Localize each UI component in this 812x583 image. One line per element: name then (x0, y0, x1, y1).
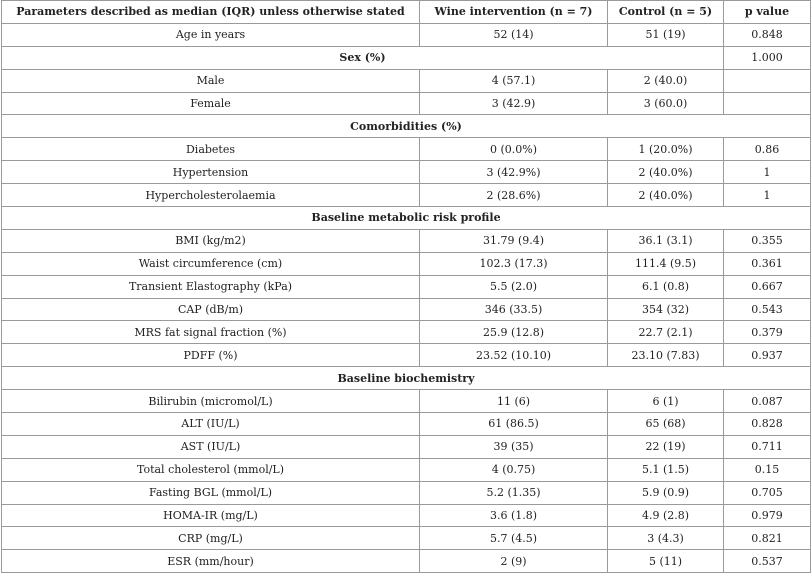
control-value-cell: 22 (19) (608, 435, 724, 458)
wine-value-cell: 102.3 (17.3) (420, 252, 608, 275)
baseline-characteristics-table (1, 0, 811, 573)
p-value-cell: 0.821 (724, 527, 811, 550)
control-value-cell: 5 (11) (608, 550, 724, 573)
wine-value-cell: 3 (42.9%) (420, 161, 608, 184)
table-row (2, 298, 811, 321)
parameter-cell: Hypertension (2, 161, 420, 184)
control-value-cell: 65 (68) (608, 413, 724, 436)
control-value-cell: 3 (60.0) (608, 92, 724, 115)
p-value-cell: 0.828 (724, 413, 811, 436)
header-p-value: p value (724, 1, 811, 24)
wine-value-cell: 5.2 (1.35) (420, 481, 608, 504)
wine-value-cell: 3 (42.9) (420, 92, 608, 115)
control-value-cell: 22.7 (2.1) (608, 321, 724, 344)
control-value-cell: 1 (20.0%) (608, 138, 724, 161)
p-value-cell: 0.087 (724, 390, 811, 413)
p-value-cell: 1 (724, 184, 811, 207)
p-value-cell: 0.937 (724, 344, 811, 367)
p-value-cell: 0.979 (724, 504, 811, 527)
table-header (2, 1, 811, 24)
parameter-cell: CRP (mg/L) (2, 527, 420, 550)
control-value-cell: 5.9 (0.9) (608, 481, 724, 504)
table-row (2, 504, 811, 527)
control-value-cell: 6.1 (0.8) (608, 275, 724, 298)
control-value-cell: 3 (4.3) (608, 527, 724, 550)
p-value-cell (724, 69, 811, 92)
control-value-cell: 2 (40.0%) (608, 161, 724, 184)
p-value-cell: 0.667 (724, 275, 811, 298)
section-row (2, 367, 811, 390)
parameter-cell: Hypercholesterolaemia (2, 184, 420, 207)
wine-value-cell: 5.7 (4.5) (420, 527, 608, 550)
wine-value-cell: 52 (14) (420, 23, 608, 46)
p-value-cell: 0.355 (724, 229, 811, 252)
header-wine-intervention: Wine intervention (n = 7) (420, 1, 608, 24)
wine-value-cell: 0 (0.0%) (420, 138, 608, 161)
wine-value-cell: 5.5 (2.0) (420, 275, 608, 298)
control-value-cell: 2 (40.0) (608, 69, 724, 92)
p-value-cell: 0.705 (724, 481, 811, 504)
p-value-cell: 0.543 (724, 298, 811, 321)
parameter-cell: MRS fat signal fraction (%) (2, 321, 420, 344)
parameter-cell: Total cholesterol (mmol/L) (2, 458, 420, 481)
parameter-cell: Waist circumference (cm) (2, 252, 420, 275)
table-row (2, 252, 811, 275)
table-row (2, 550, 811, 573)
section-row (2, 115, 811, 138)
wine-value-cell: 346 (33.5) (420, 298, 608, 321)
parameter-cell: Age in years (2, 23, 420, 46)
control-value-cell: 354 (32) (608, 298, 724, 321)
p-value-cell: 1.000 (724, 46, 811, 69)
table-row (2, 527, 811, 550)
parameter-cell: ALT (IU/L) (2, 413, 420, 436)
wine-value-cell: 11 (6) (420, 390, 608, 413)
table-row (2, 413, 811, 436)
table-row (2, 184, 811, 207)
parameter-cell: BMI (kg/m2) (2, 229, 420, 252)
p-value-cell: 0.15 (724, 458, 811, 481)
p-value-cell: 0.711 (724, 435, 811, 458)
table-row (2, 138, 811, 161)
control-value-cell: 23.10 (7.83) (608, 344, 724, 367)
p-value-cell: 0.361 (724, 252, 811, 275)
wine-value-cell: 23.52 (10.10) (420, 344, 608, 367)
table-row (2, 481, 811, 504)
parameter-cell: Fasting BGL (mmol/L) (2, 481, 420, 504)
parameter-cell: Bilirubin (micromol/L) (2, 390, 420, 413)
table-row (2, 390, 811, 413)
wine-value-cell: 3.6 (1.8) (420, 504, 608, 527)
wine-value-cell: 4 (57.1) (420, 69, 608, 92)
header-parameters: Parameters described as median (IQR) unless otherwise stated (2, 1, 420, 24)
table-row (2, 92, 811, 115)
parameter-cell: ESR (mm/hour) (2, 550, 420, 573)
wine-value-cell: 2 (9) (420, 550, 608, 573)
parameter-cell: Male (2, 69, 420, 92)
control-value-cell: 111.4 (9.5) (608, 252, 724, 275)
control-value-cell: 5.1 (1.5) (608, 458, 724, 481)
table-row (2, 435, 811, 458)
wine-value-cell: 2 (28.6%) (420, 184, 608, 207)
table-row (2, 161, 811, 184)
wine-value-cell: 39 (35) (420, 435, 608, 458)
table-row (2, 69, 811, 92)
table-row (2, 229, 811, 252)
table-row (2, 344, 811, 367)
control-value-cell: 36.1 (3.1) (608, 229, 724, 252)
control-value-cell: 6 (1) (608, 390, 724, 413)
p-value-cell: 0.379 (724, 321, 811, 344)
parameter-cell: PDFF (%) (2, 344, 420, 367)
table-row (2, 275, 811, 298)
parameter-cell: Transient Elastography (kPa) (2, 275, 420, 298)
table-row (2, 321, 811, 344)
section-row (2, 207, 811, 230)
section-title: Sex (%) (2, 46, 724, 69)
section-title: Baseline metabolic risk profile (2, 207, 811, 230)
table-row (2, 23, 811, 46)
wine-value-cell: 61 (86.5) (420, 413, 608, 436)
header-control: Control (n = 5) (608, 1, 724, 24)
wine-value-cell: 4 (0.75) (420, 458, 608, 481)
p-value-cell: 1 (724, 161, 811, 184)
control-value-cell: 2 (40.0%) (608, 184, 724, 207)
p-value-cell (724, 92, 811, 115)
parameter-cell: HOMA-IR (mg/L) (2, 504, 420, 527)
parameter-cell: Diabetes (2, 138, 420, 161)
table-row (2, 458, 811, 481)
control-value-cell: 51 (19) (608, 23, 724, 46)
wine-value-cell: 25.9 (12.8) (420, 321, 608, 344)
parameter-cell: AST (IU/L) (2, 435, 420, 458)
section-row (2, 46, 811, 69)
parameter-cell: Female (2, 92, 420, 115)
wine-value-cell: 31.79 (9.4) (420, 229, 608, 252)
section-title: Comorbidities (%) (2, 115, 811, 138)
p-value-cell: 0.86 (724, 138, 811, 161)
p-value-cell: 0.537 (724, 550, 811, 573)
table-body (2, 23, 811, 572)
p-value-cell: 0.848 (724, 23, 811, 46)
header-row (2, 1, 811, 24)
control-value-cell: 4.9 (2.8) (608, 504, 724, 527)
parameter-cell: CAP (dB/m) (2, 298, 420, 321)
section-title: Baseline biochemistry (2, 367, 811, 390)
